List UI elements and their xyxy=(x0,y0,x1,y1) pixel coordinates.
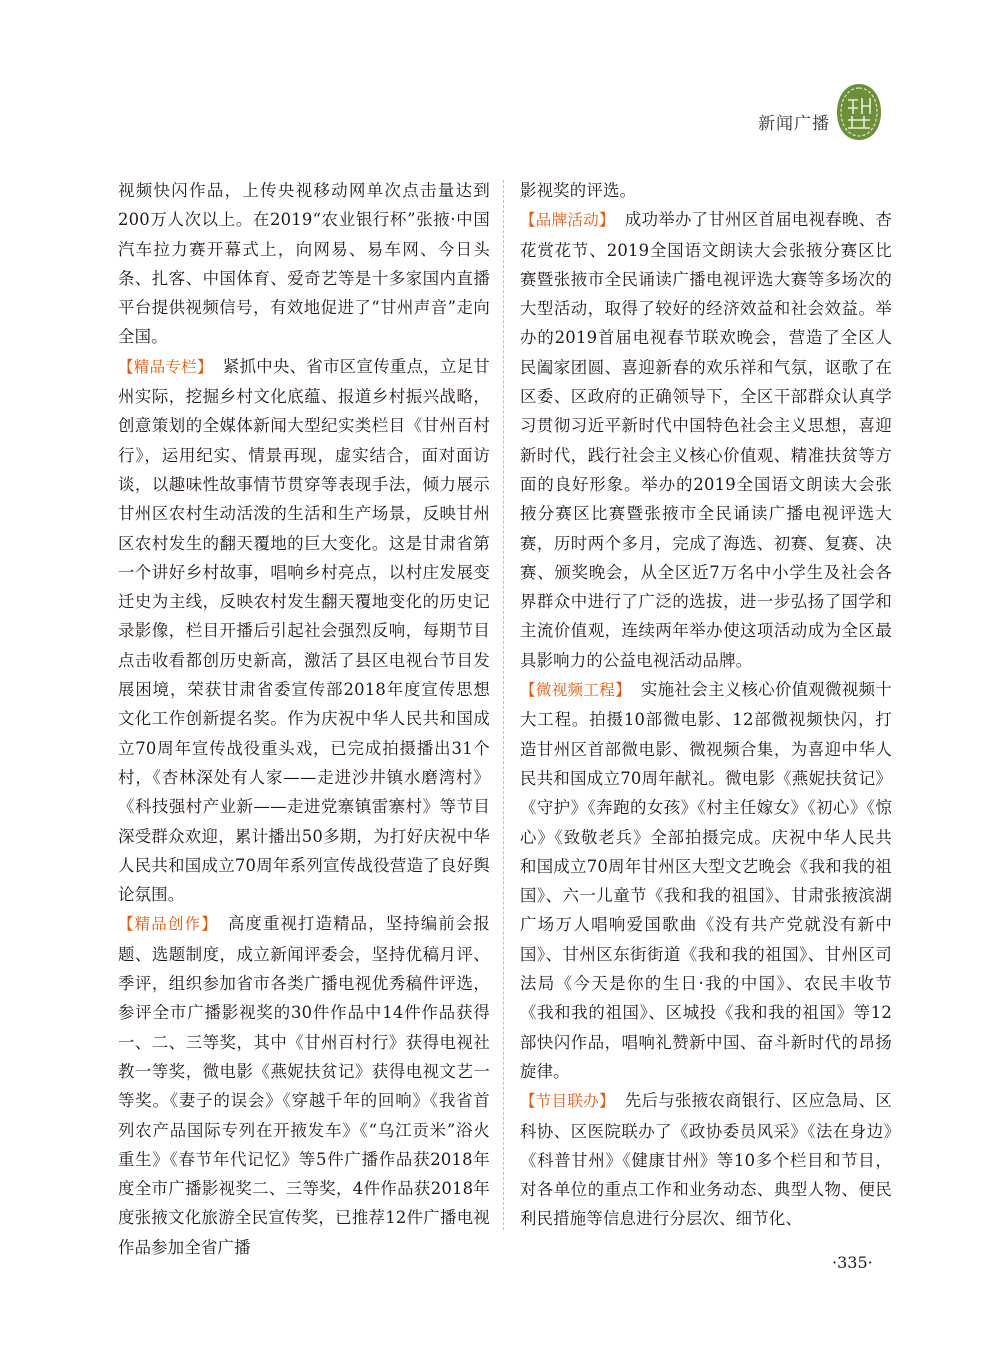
paragraph: 视频快闪作品，上传央视移动网单次点击量达到200万人次以上。在2019“农业银行杯”张掖·中国汽车拉力赛开幕式上，向网易、易车网、今日头条、扎客、中国体育、爱奇艺等是十多家国内直播平台提供视频信号，有效地促进了“甘州声音”走向全国。 xyxy=(118,181,490,347)
left-column xyxy=(118,176,490,1262)
paragraph-text: 先后与张掖农商银行、区应急局、区科协、区医院联办了《政协委员风采》《法在身边》《科普甘州》《健康甘州》等10多个栏目和节目，对各单位的重点工作和业务动态、典型人物、便民利民措施等信息进行分层次、细节化、 xyxy=(520,1091,892,1229)
paragraph xyxy=(520,1086,892,1233)
seal-icon xyxy=(834,82,884,142)
paragraph xyxy=(118,909,490,1262)
paragraph-text: 实施社会主义核心价值观微视频十大工程。拍摄10部微电影、12部微视频快闪，打造甘州区首部微电影、微视频合集，为喜迎中华人民共和国成立70周年献礼。微电影《燕妮扶贫记》《守护》《奔跑的女孩》《村主任嫁女》《初心》《惊心》《致敬老兵》全部拍摄完成。庆祝中华人民共和国成立70周年甘州区大型文艺晚会《我和我的祖国》、六一儿童节《我和我的祖国》、甘肃张掖滨湖广场万人唱响爱国歌曲《没有共产党就没有新中国》、甘州区东街街道《我和我的祖国》、甘州区司法局《今天是你的生日·我的中国》、农民丰收节《我和我的祖国》、区城投《我和我的祖国》等12部快闪作品，唱响礼赞新中国、奋斗新时代的昂扬旋律。 xyxy=(520,680,892,1081)
section-tag: 【品牌活动】 xyxy=(520,211,615,230)
section-title: 新闻广播 xyxy=(758,114,830,134)
paragraph-text: 高度重视打造精品，坚持编前会报题、选题制度，成立新闻评委会，坚持优稿月评、季评，组织参加省市各类广播电视优秀稿件评选，参评全市广播影视奖的30件作品中14件作品获得一、二、三等奖，其中《甘州百村行》获得电视社教一等奖，微电影《燕妮扶贫记》获得电视文艺一等奖。《妻子的误会》《穿越千年的回响》《我省首列农产品国际专列在开掖发车》《“乌江贡米”浴火重生》《春节年代记忆》等5件广播作品获2018年度全市广播影视奖二、三等奖，4件作品获2018年度张掖文化旅游全民宣传奖，已推荐12件广播电视作品参加全省广播 xyxy=(118,914,491,1257)
section-tag: 【精品创作】 xyxy=(118,915,218,934)
section-tag: 【精品专栏】 xyxy=(118,357,213,376)
section-tag: 【微视频工程】 xyxy=(520,681,631,700)
paragraph xyxy=(118,352,490,910)
section-tag: 【节目联办】 xyxy=(520,1092,615,1111)
right-column xyxy=(520,176,892,1234)
column-divider xyxy=(503,180,504,1230)
paragraph: 影视奖的评选。 xyxy=(520,181,637,200)
paragraph-text: 紧抓中央、省市区宣传重点，立足甘州实际，挖掘乡村文化底蕴、报道乡村振兴战略，创意策划的全媒体新闻大型纪实类栏目《甘州百村行》，运用纪实、情景再现，虚实结合，面对面访谈，以趣味性故事情节贯穿等表现手法，倾力展示甘州区农村生动活泼的生活和生产场景，反映甘州区农村发生的翻天覆地的巨大变化。这是甘肃省第一个讲好乡村故事，唱响乡村亮点，以村庄发展变迁史为主线，反映农村发生翻天覆地变化的历史记录影像，栏目开播后引起社会强烈反响，每期节目点击收看都创历史新高，激活了县区电视台节目发展困境，荣获甘肃省委宣传部2018年度宣传思想文化工作创新提名奖。作为庆祝中华人民共和国成立70周年宣传战役重头戏，已完成拍摄播出31个村，《杏林深处有人家——走进沙井镇水磨湾村》《科技强村产业新——走进党寨镇雷寨村》等节目深受群众欢迎，累计播出50多期，为打好庆祝中华人民共和国成立70周年系列宣传战役营造了良好舆论氛围。 xyxy=(118,356,490,905)
paragraph xyxy=(520,675,892,1086)
paragraph-text: 成功举办了甘州区首届电视春晚、杏花赏花节、2019全国语文朗读大会张掖分赛区比赛暨张掖市全民诵读广播电视评选大赛等多场次的大型活动，取得了较好的经济效益和社会效益。举办的2019首届电视春节联欢晚会，营造了全区人民阖家团圆、喜迎新春的欢乐祥和气氛，讴歌了在区委、区政府的正确领导下，全区干部群众认真学习贯彻习近平新时代中国特色社会主义思想，喜迎新时代，践行社会主义核心价值观、精准扶贫等方面的良好形象。举办的2019全国语文朗读大会张掖分赛区比赛暨张掖市全民诵读广播电视评选大赛，历时两个多月，完成了海选、初赛、复赛、决赛、颁奖晚会，从全区近7万名中小学生及社会各界群众中进行了广泛的选拔，进一步弘扬了国学和主流价值观，连续两年举办使这项活动成为全区最具影响力的公益电视活动品牌。 xyxy=(520,210,892,670)
paragraph xyxy=(520,205,892,675)
page-number: ·335· xyxy=(832,1253,873,1272)
